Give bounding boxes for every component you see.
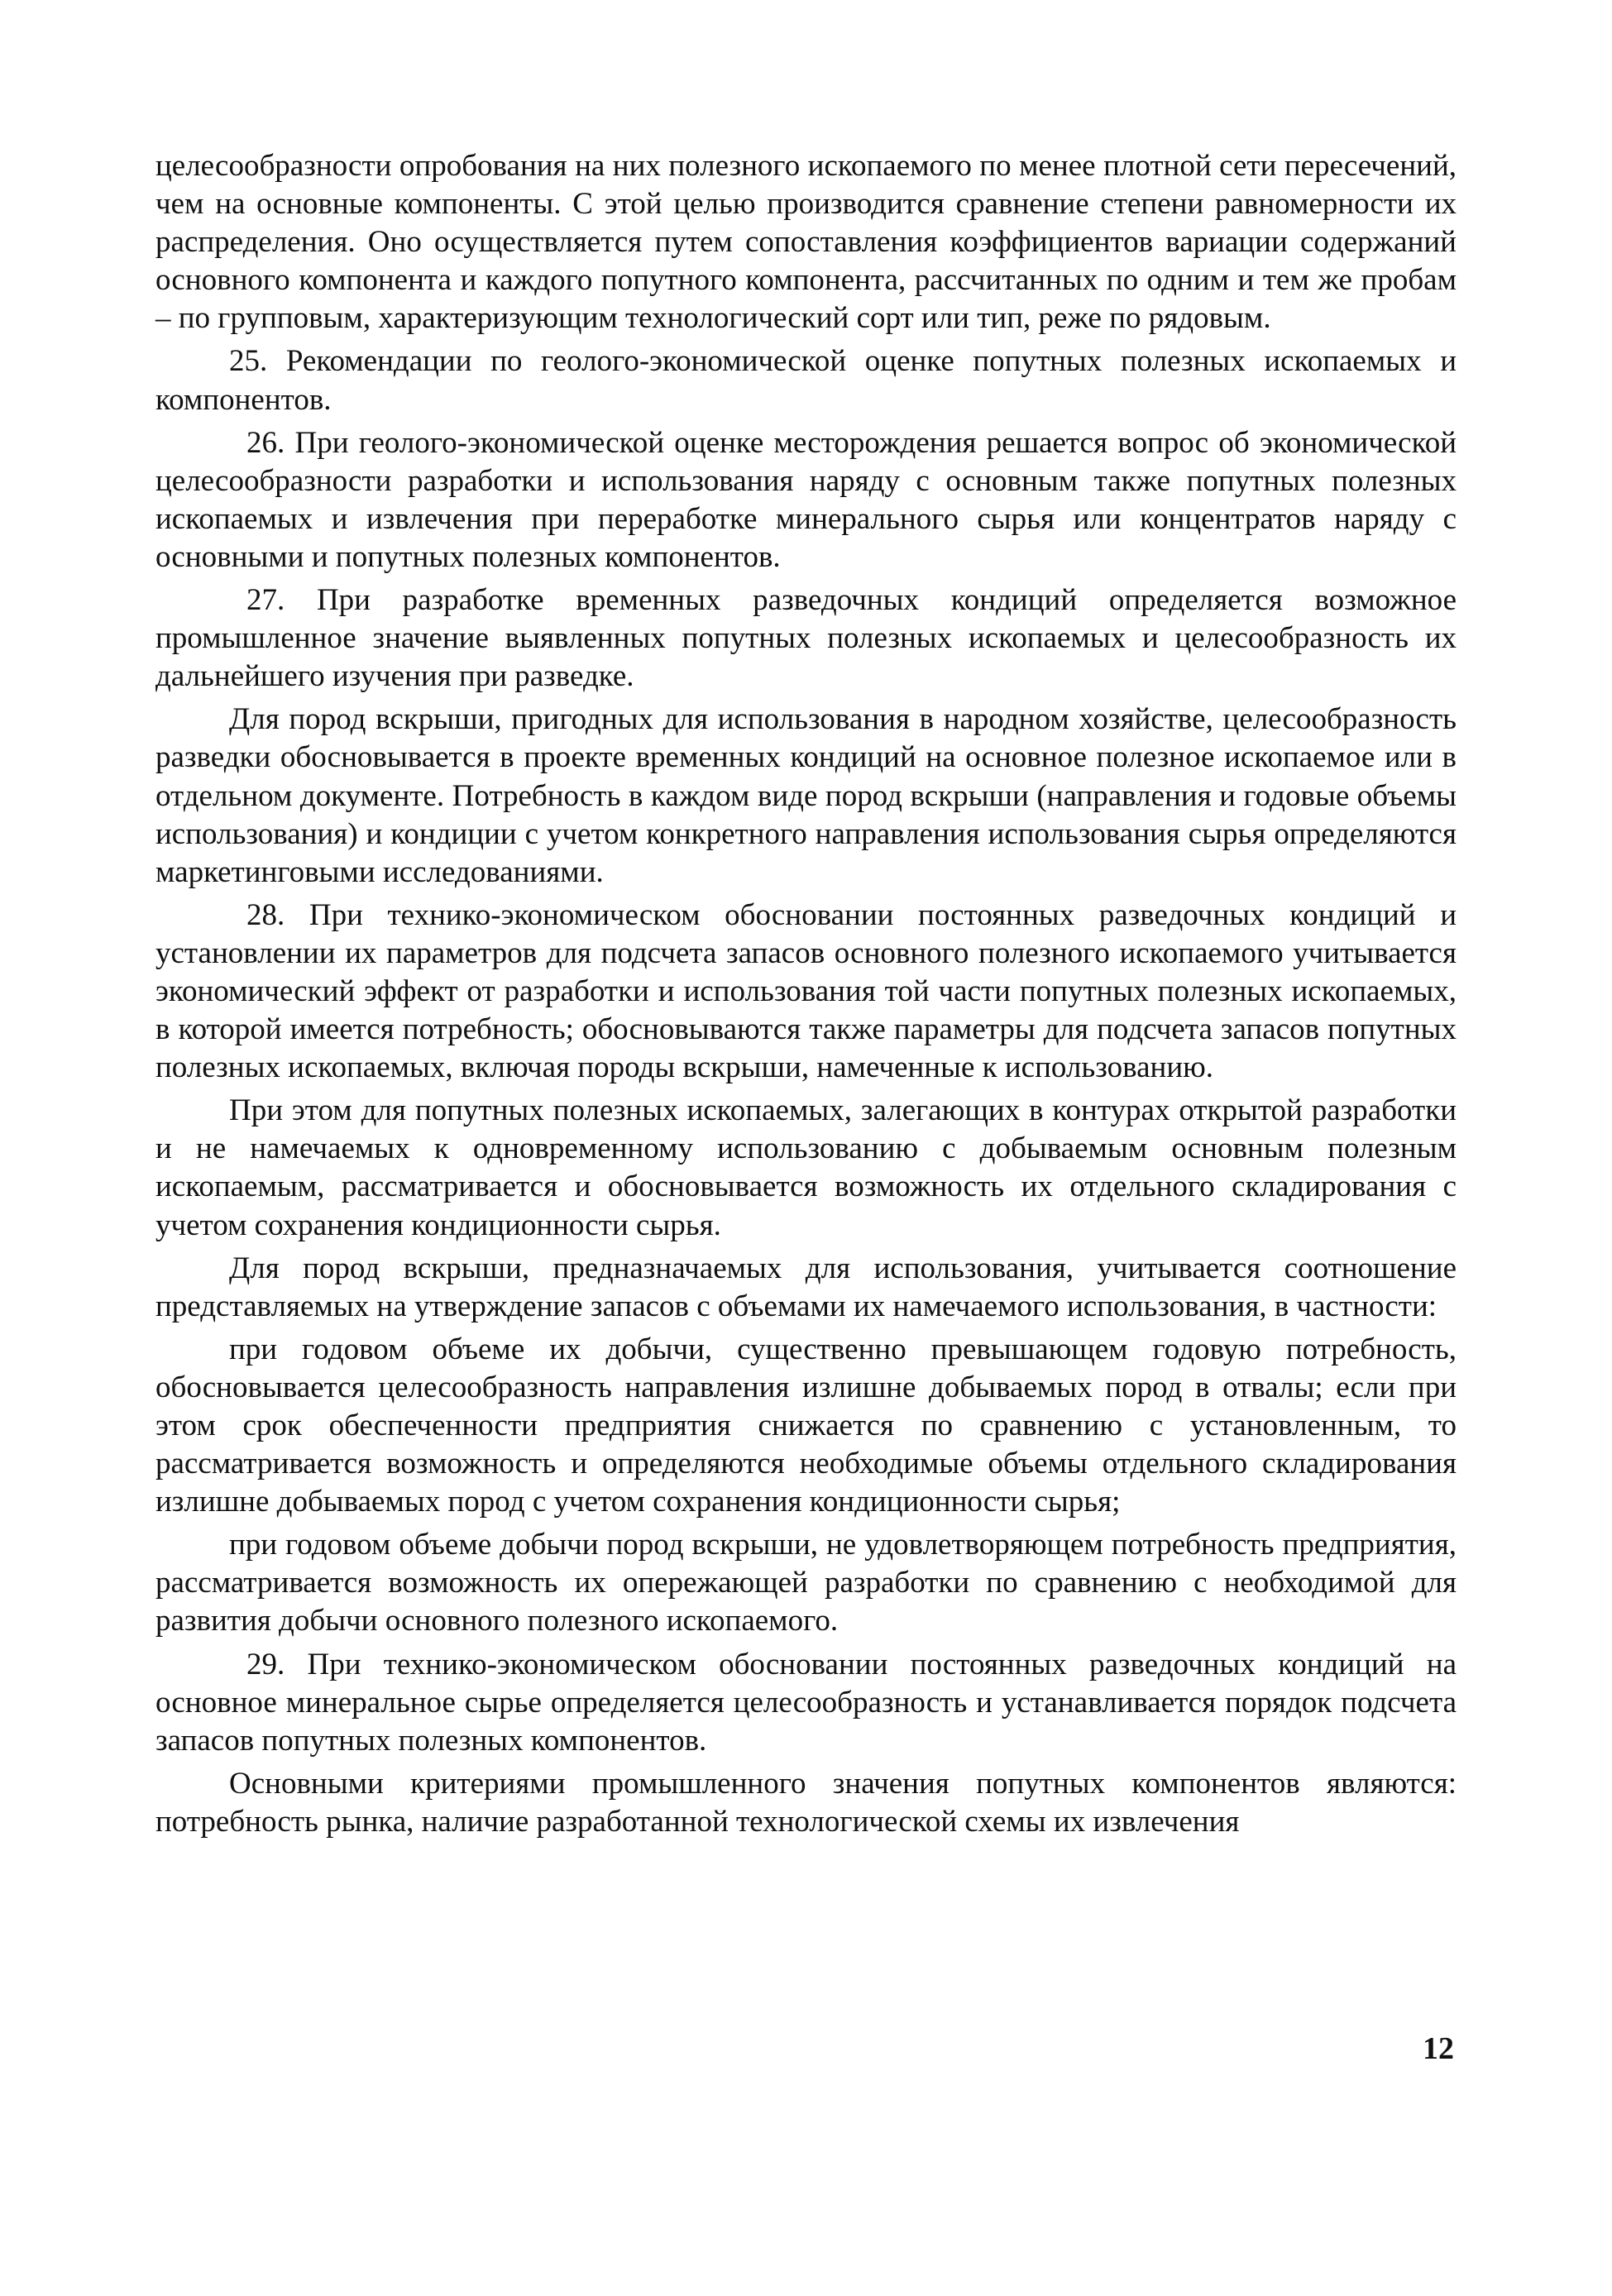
page-number: 12 <box>1423 2031 1454 2066</box>
paragraph-open-pit: При этом для попутных полезных ископаемых, залегающих в контурах открытой разработки и не намечаемых к одновременному использованию с добываемым основным полезным ископаемым, рассматривается и обосновывается возможность их отдельного складирования с учетом сохранения кондиционности сырья. <box>155 1093 1457 1242</box>
paragraph-item-29: 29. При технико-экономическом обосновании постоянных разведочных кондиций на основное минеральное сырье определяется целесообразность и устанавливается порядок подсчета запасов попутных полезных компонентов. <box>155 1647 1457 1758</box>
document-body <box>155 147 1457 1841</box>
paragraph-overburden-usage: Для пород вскрыши, предназначаемых для использования, учитывается соотношение представляемых на утверждение запасов с объемами их намечаемого использования, в частности: <box>155 1251 1457 1323</box>
paragraph-item-27: 27. При разработке временных разведочных кондиций определяется возможное промышленное значение выявленных попутных полезных ископаемых и целесообразность их дальнейшего изучения при разведке. <box>155 583 1457 694</box>
paragraph-item-25: 25. Рекомендации по геолого-экономической оценке попутных полезных ископаемых и компонентов. <box>155 344 1457 417</box>
paragraph-overburden: Для пород вскрыши, пригодных для использования в народном хозяйстве, целесообразность разведки обосновывается в проекте временных кондиций на основное полезное ископаемое или в отдельном документе. Потребность в каждом виде пород вскрыши (направления и годовые объемы использования) и кондиции с учетом конкретного направления использования сырья определяются маркетинговыми исследованиями. <box>155 702 1457 889</box>
paragraph-continuation: целесообразности опробования на них полезного ископаемого по менее плотной сети пересечений, чем на основные компоненты. С этой целью производится сравнение степени равномерности их распределения. Оно осуществляется путем сопоставления коэффициентов вариации содержаний основного компонента и каждого попутного компонента, рассчитанных по одним и тем же пробам – по групповым, характеризующим технологический сорт или тип, реже по рядовым. <box>155 149 1457 336</box>
paragraph-insufficient-production: при годовом объеме добычи пород вскрыши, не удовлетворяющем потребность предприятия, рассматривается возможность их опережающей разработки по сравнению с необходимой для развития добычи основного полезного ископаемого. <box>155 1528 1457 1638</box>
paragraph-criteria: Основными критериями промышленного значения попутных компонентов являются: потребность рынка, наличие разработанной технологической схемы их извлечения <box>155 1766 1457 1839</box>
paragraph-excess-production: при годовом объеме их добычи, существенно превышающем годовую потребность, обосновывается целесообразность направления излишне добываемых пород в отвалы; если при этом срок обеспеченности предприятия снижается по сравнению с установленным, то рассматривается возможность и определяются необходимые объемы отдельного складирования излишне добываемых пород с учетом сохранения кондиционности сырья; <box>155 1332 1457 1519</box>
paragraph-item-28: 28. При технико-экономическом обосновании постоянных разведочных кондиций и установлении их параметров для подсчета запасов основного полезного ископаемого учитывается экономический эффект от разработки и использования той части попутных полезных ископаемых, в которой имеется потребность; обосновываются также параметры для подсчета запасов попутных полезных ископаемых, включая породы вскрыши, намеченные к использованию. <box>155 897 1457 1085</box>
paragraph-item-26: 26. При геолого-экономической оценке месторождения решается вопрос об экономической целесообразности разработки и использования наряду с основным также попутных полезных ископаемых и извлечения при переработке минерального сырья или концентратов наряду с основными и попутных полезных компонентов. <box>155 425 1457 574</box>
